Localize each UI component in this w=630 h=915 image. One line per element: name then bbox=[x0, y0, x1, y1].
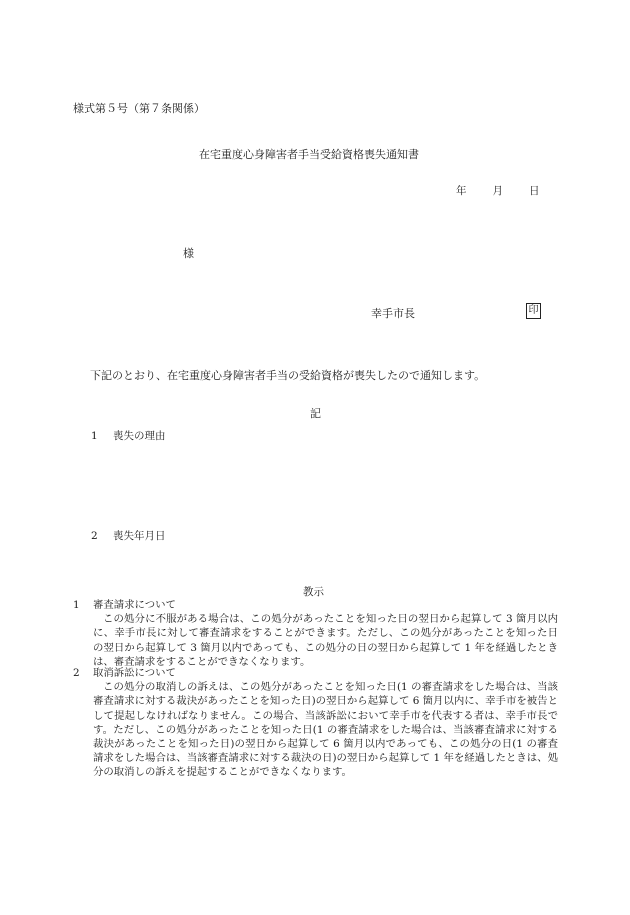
notice-number: 2 bbox=[73, 667, 80, 679]
item-label: 喪失年月日 bbox=[113, 530, 166, 542]
date-year-label: 年 bbox=[456, 185, 467, 197]
item-number: 2 bbox=[91, 530, 98, 542]
notice-heading: 取消訴訟について bbox=[93, 667, 176, 679]
notice-body: この処分の取消しの訴えは、この処分があったことを知った日(1 の審査請求をした場合は、当該審査請求に対する裁決があったことを知った日)の翌日から起算して 6 箇月以内に、幸手市を被告として提起しなければなりません。この場合、当該訴訟において幸手市を代表する者は、幸手市長です。ただし、この処分があったことを知った日(1 の審査請求をした場合は、当該審査請求に対する裁決があったことを知った日)の翌日から起算して 6 箇月以内であっても、この処分の日(1 の審査請求をした場合は、当該審査請求に対する裁決の日)の翌日から起算して 1 年を経過したときは、処分の取消しの訴えを提起することができなくなります。 bbox=[93, 681, 558, 779]
date-month-label: 月 bbox=[492, 185, 503, 197]
form-number: 様式第５号（第７条関係） bbox=[73, 102, 205, 115]
document-title: 在宅重度心身障害者手当受給資格喪失通知書 bbox=[199, 148, 419, 161]
notice-heading: 審査請求について bbox=[93, 599, 176, 611]
item-loss-reason bbox=[91, 428, 166, 443]
item-loss-date bbox=[91, 528, 166, 543]
notice-section-lawsuit bbox=[73, 666, 558, 780]
notice-body: この処分に不服がある場合は、この処分があったことを知った日の翌日から起算して 3 箇月以内に、幸手市長に対して審査請求をすることができます。ただし、この処分があったことを知った日の翌日から起算して 3 箇月以内であっても、この処分の日の翌日から起算して 1 年を経過したときは、審査請求をすることができなくなります。 bbox=[93, 613, 558, 668]
intro-text: 下記のとおり、在宅重度心身障害者手当の受給資格が喪失したので通知します。 bbox=[90, 369, 486, 382]
date-day-label: 日 bbox=[529, 185, 540, 197]
item-label: 喪失の理由 bbox=[113, 430, 166, 442]
issuer-name: 幸手市長 bbox=[371, 307, 415, 320]
notice-number: 1 bbox=[73, 599, 80, 611]
ki-heading: 記 bbox=[310, 407, 321, 420]
date-line bbox=[456, 183, 540, 198]
kyoji-title: 教示 bbox=[303, 586, 324, 598]
notice-section-review bbox=[73, 598, 558, 669]
seal-mark: 印 bbox=[526, 303, 541, 319]
item-number: 1 bbox=[91, 430, 98, 442]
recipient-honorific: 様 bbox=[183, 247, 194, 260]
